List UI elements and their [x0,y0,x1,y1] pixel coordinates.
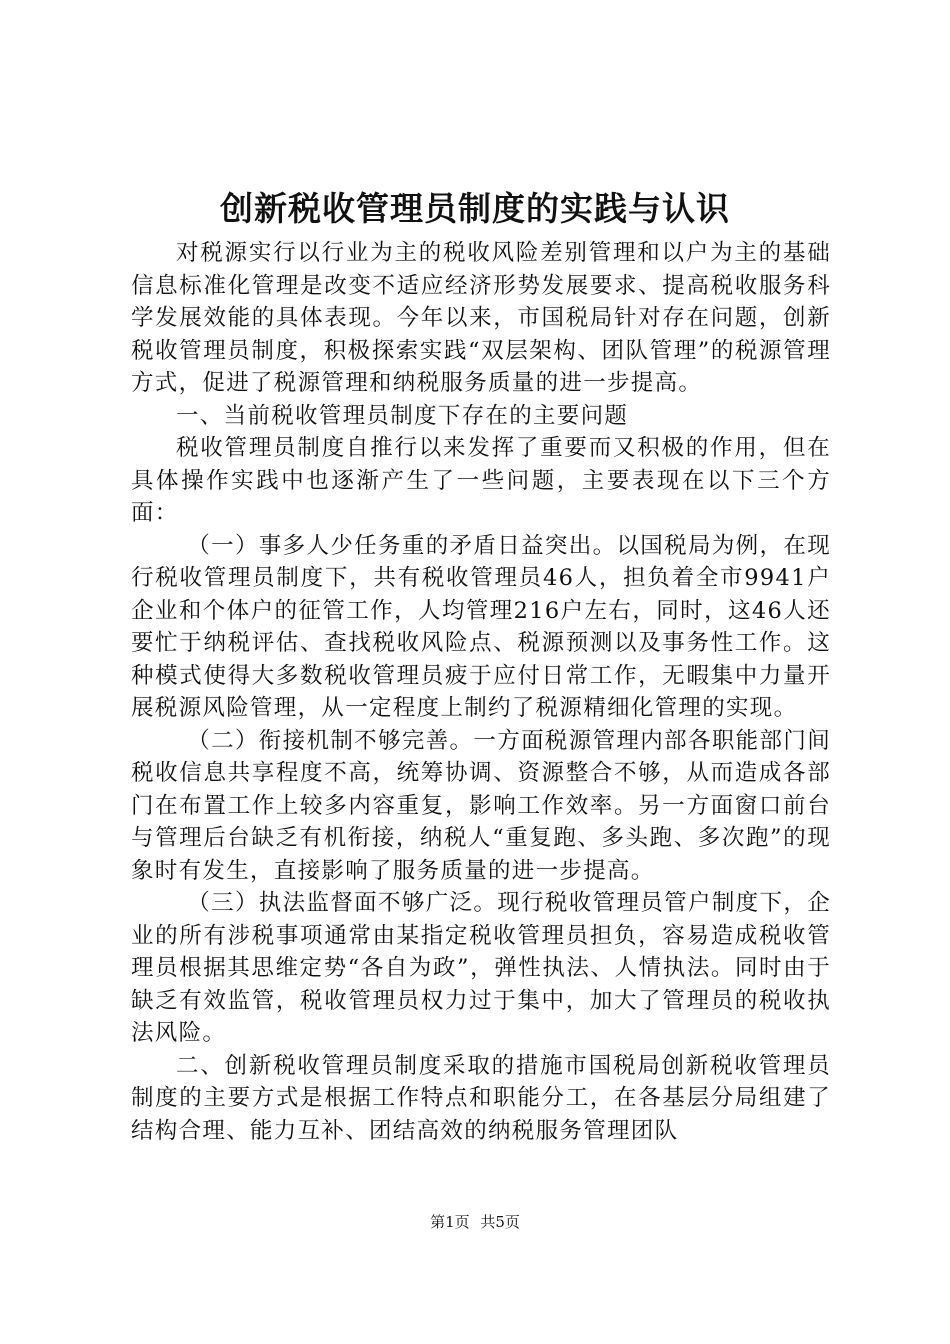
paragraph-section-2: 二、创新税收管理员制度采取的措施市国税局创新税收管理员制度的主要方式是根据工作特点和职能分工，在各基层分局组建了结构合理、能力互补、团结高效的纳税服务管理团队 [131,1052,831,1144]
paragraph-problem-1: （一）事多人少任务重的矛盾日益突出。以国税局为例，在现行税收管理员制度下，共有税收管理员46人，担负着全市9941户企业和个体户的征管工作，人均管理216户左右，同时，这46人还要忙于纳税评估、查找税收风险点、税源预测以及事务性工作。这种模式使得大多数税收管理员疲于应付日常工作，无暇集中力量开展税源风险管理，从一定程度上制约了税源精细化管理的实现。 [131,532,831,721]
document-title: 创新税收管理员制度的实践与认识 [220,189,730,228]
page-total: 共5页 [480,1213,520,1231]
paragraph-problems-intro: 税收管理员制度自推行以来发挥了重要而又积极的作用，但在具体操作实践中也逐渐产生了一些问题，主要表现在以下三个方面： [131,435,831,526]
paragraph-intro: 对税源实行以行业为主的税收风险差别管理和以户为主的基础信息标准化管理是改变不适应经济形势发展要求、提高税收服务科学发展效能的具体表现。今年以来，市国税局针对存在问题，创新税收管理员制度，积极探索实践“双层架构、团队管理”的税源管理方式，促进了税源管理和纳税服务质量的进一步提高。 [131,240,831,396]
document-body [131,237,831,1147]
paragraph-problem-3: （三）执法监督面不够广泛。现行税收管理员管户制度下，企业的所有涉税事项通常由某指定税收管理员担负，容易造成税收管理员根据其思维定势“各自为政”，弹性执法、人情执法。同时由于缺乏有效监管，税收管理员权力过于集中，加大了管理员的税收执法风险。 [131,890,831,1046]
page-footer [0,1212,950,1232]
page-number: 第1页 [430,1213,470,1231]
paragraph-problem-2: （二）衔接机制不够完善。一方面税源管理内部各职能部门间税收信息共享程度不高，统筹协调、资源整合不够，从而造成各部门在布置工作上较多内容重复，影响工作效率。另一方面窗口前台与管理后台缺乏有机衔接，纳税人“重复跑、多头跑、多次跑”的现象时有发生，直接影响了服务质量的进一步提高。 [131,727,831,884]
section-heading-1: 一、当前税收管理员制度下存在的主要问题 [176,402,629,429]
